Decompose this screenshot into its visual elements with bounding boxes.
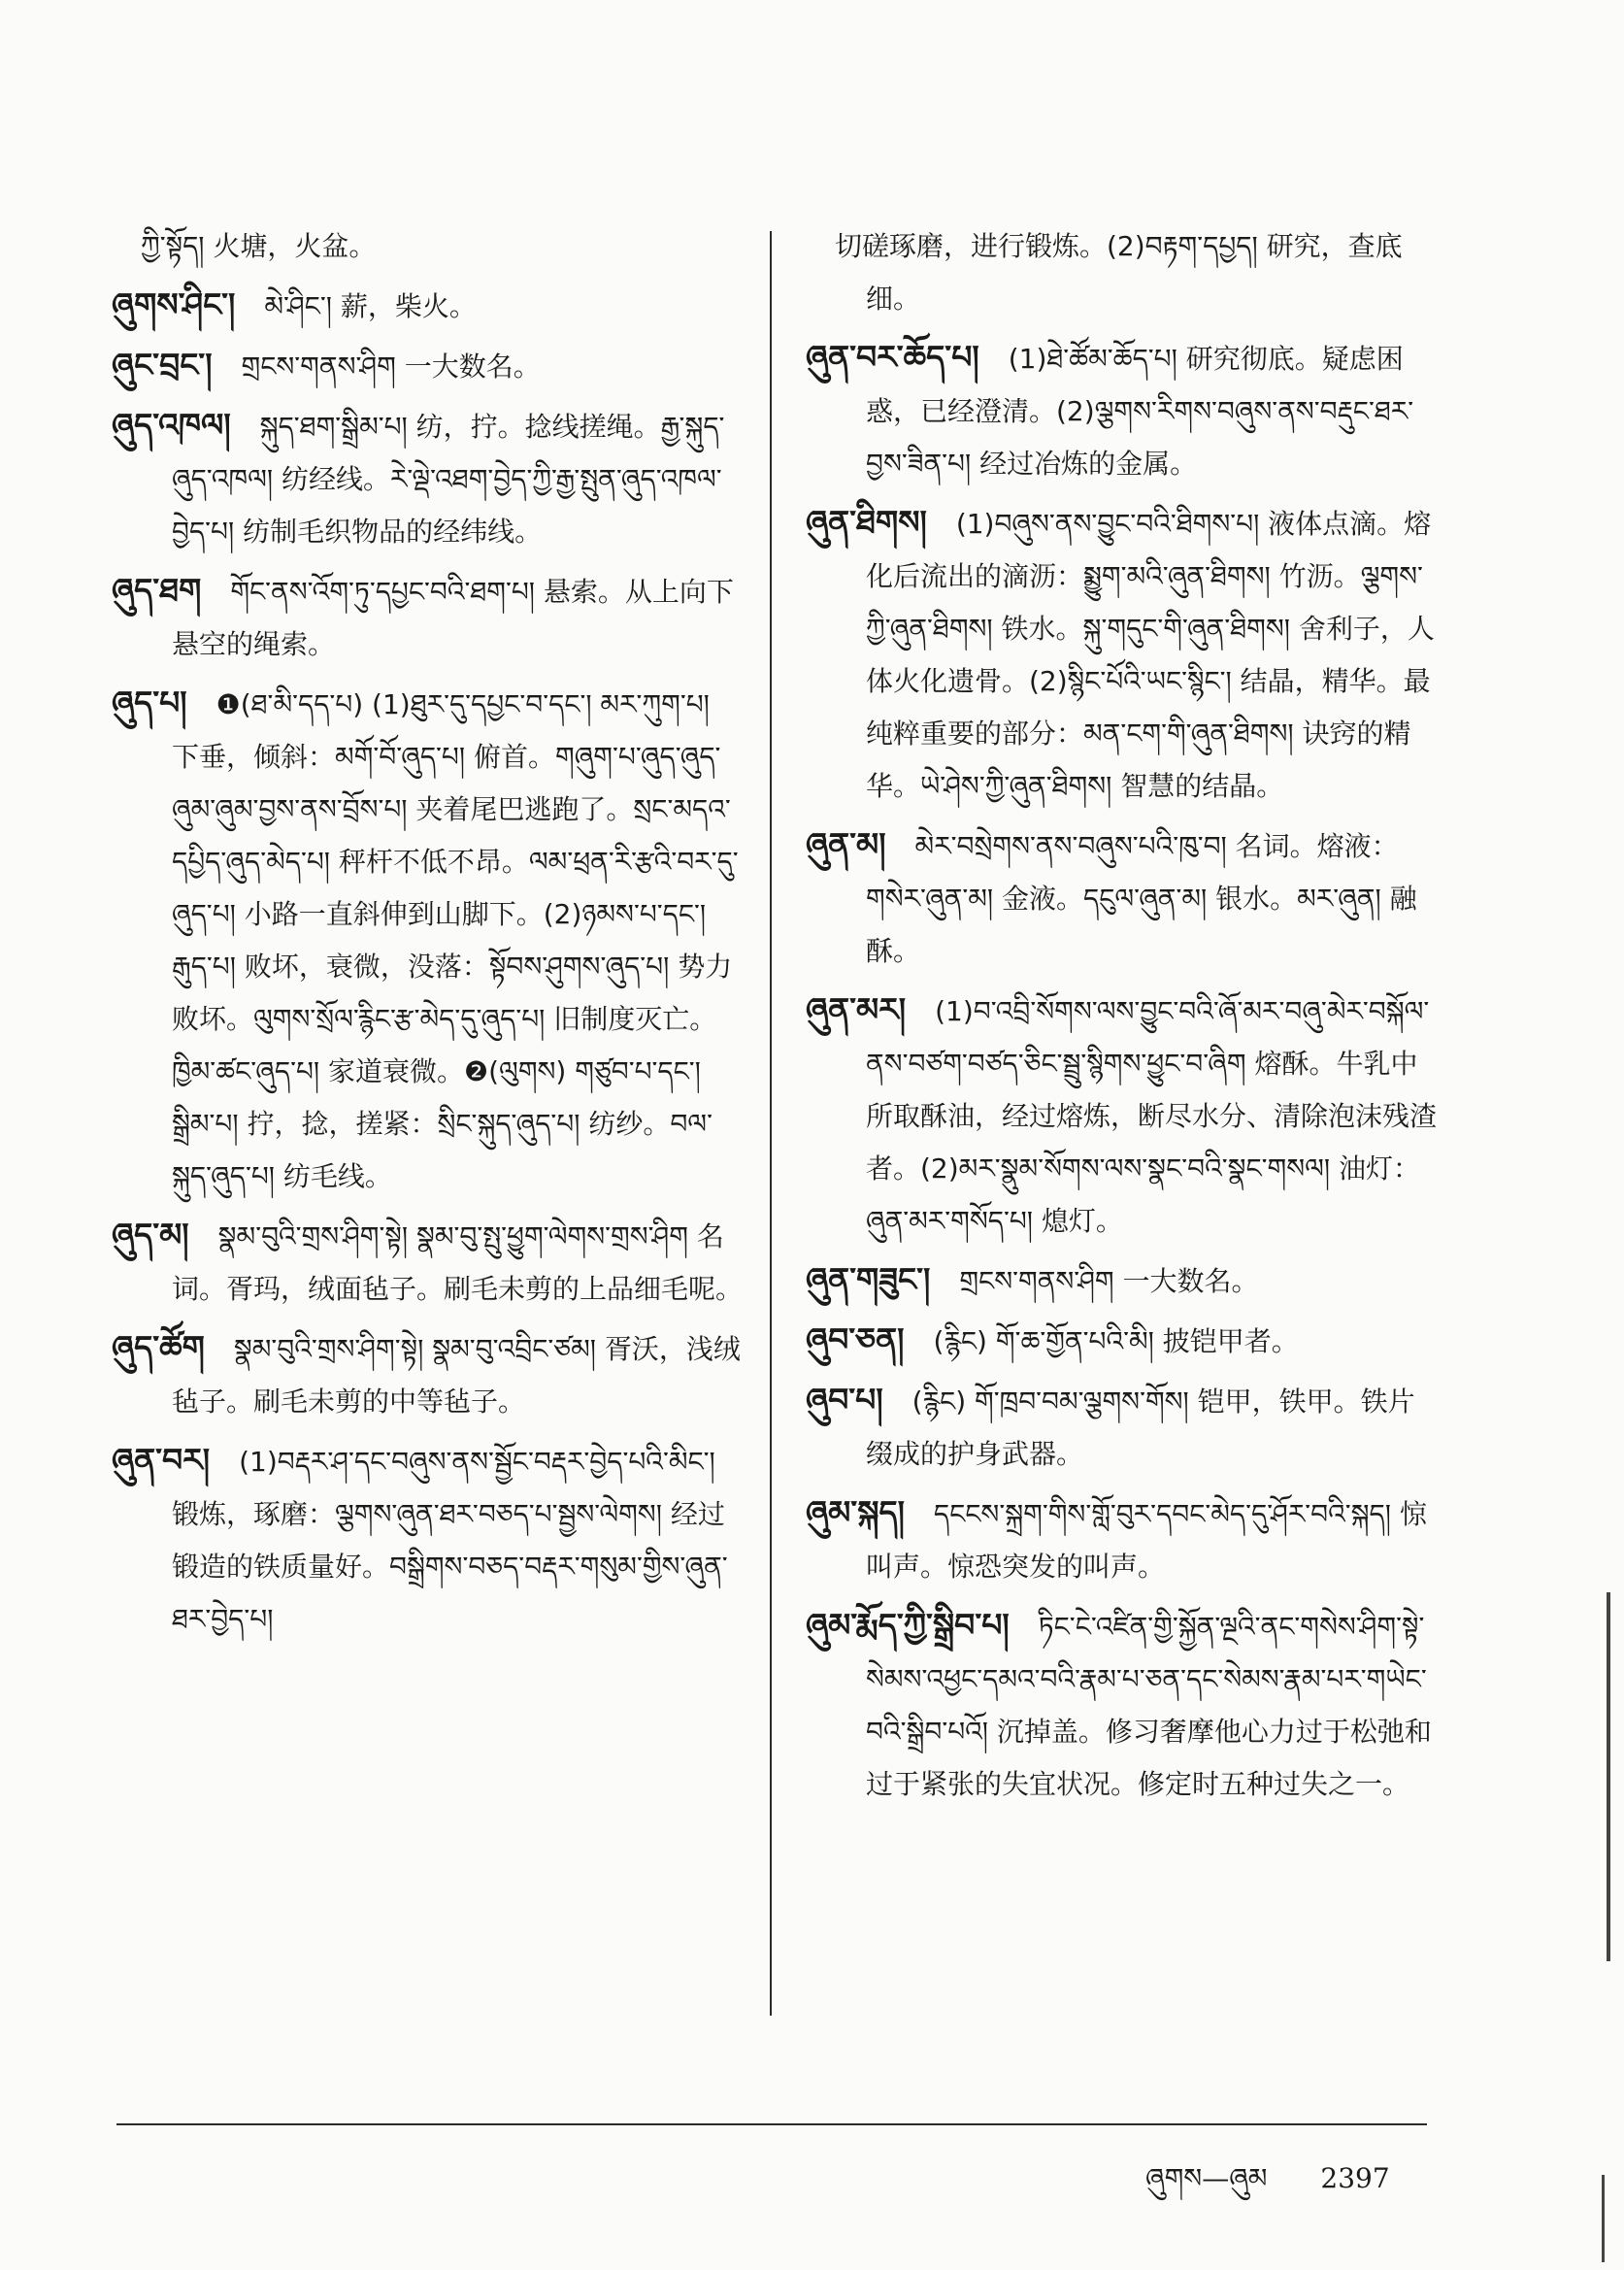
definition: སྐུད་ཐག་སྒྲིམ་པ། 纺，拧。捻线搓绳。རྒྱ་སྐུད་ཞུད་འཁལ། 纺经线。རེ་ལྡེ་འཐག་བྱེད་ཀྱི་རྒྱ་སྤུན་ཞུད་འཁལ་བྱེད་པ། 纺制毛织物品的经纬线。 xyxy=(172,411,725,548)
left-column xyxy=(112,218,743,1652)
entry xyxy=(112,218,743,273)
headword: ཞུན་མ། xyxy=(806,825,886,863)
right-column xyxy=(806,218,1437,1817)
entry xyxy=(806,1253,1437,1308)
entry xyxy=(806,1314,1437,1368)
entry xyxy=(112,1209,743,1316)
definition: 切磋琢磨，进行锻炼。(2)བརྟག་དཔྱད། 研究，查底细。 xyxy=(835,230,1403,315)
entry xyxy=(806,984,1437,1248)
definition: (1)ཐེ་ཚོམ་ཆོད་པ། 研究彻底。疑虑困惑，已经澄清。(2)ལྕགས་རིགས་བཞུས་ནས་བརྡུང་ཐར་བྱས་ཟིན་པ། 经过冶炼的金属。 xyxy=(866,343,1414,480)
entry xyxy=(806,496,1437,813)
headword: ཞུན་བར་ཆོད་པ། xyxy=(806,338,979,376)
entry xyxy=(806,218,1437,325)
definition: (རྙིང) གོ་ཁྲབ་བམ་ལྕགས་གོས། 铠甲，铁甲。铁片缀成的护身武器。 xyxy=(866,1385,1415,1470)
definition: ཀྱི་སྟོད། 火塘，火盆。 xyxy=(141,230,377,262)
entry xyxy=(806,1486,1437,1593)
entry xyxy=(112,564,743,671)
entry xyxy=(112,677,743,1203)
headword: ཞུད་པ། xyxy=(112,684,187,721)
definition: (རྙིང) གོ་ཆ་གྱོན་པའི་མི། 披铠甲者。 xyxy=(933,1325,1299,1357)
entry xyxy=(112,1321,743,1428)
entry xyxy=(806,331,1437,490)
entry xyxy=(806,1599,1437,1811)
entry xyxy=(112,1434,743,1646)
definition: གྲངས་གནས་ཤིག 一大数名。 xyxy=(241,351,541,383)
headword: ཞུབ་པ། xyxy=(806,1381,883,1419)
headword: ཞུད་མ། xyxy=(112,1216,189,1253)
entry xyxy=(806,818,1437,978)
definition: གྲངས་གནས་ཤིག 一大数名。 xyxy=(959,1265,1259,1297)
definition: དངངས་སྐྲག་གིས་གློ་བུར་དབང་མེད་དུ་ཤོར་བའི་སྐད། 惊叫声。惊恐突发的叫声。 xyxy=(866,1498,1427,1583)
definition: མེ་ཤིང་། 薪，柴火。 xyxy=(264,290,477,322)
footer-rule xyxy=(116,2123,1427,2125)
page-footer xyxy=(1145,2148,1390,2224)
entry xyxy=(112,399,743,558)
headword: ཞུན་གཟུང་། xyxy=(806,1260,931,1298)
entry xyxy=(806,1374,1437,1481)
page-number: 2397 xyxy=(1320,2162,1390,2194)
definition: སྣམ་བུའི་གྲས་ཤིག་སྟེ། སྣམ་བུ་འབྲིང་ཙམ། 胥沃，浅绒毡子。刷毛未剪的中等毡子。 xyxy=(172,1333,741,1418)
definition: (1)བ་འབྲི་སོགས་ལས་བྱུང་བའི་ཞོ་མར་བཞུ་མེར་བསྐོལ་ནས་བཙག་བཙད་ཅིང་སྦྲུ་སྙིགས་ཕྱུང་བ་ཞིག 熔酥。牛乳中所取酥油，经过熔炼，断尽水分、清除泡沫残渣者。(2)མར་སྣུམ་སོགས་ལས་སྣང་བའི་སྣང་གསལ། 油灯：ཞུན་མར་གསོད་པ། 熄灯。 xyxy=(866,995,1438,1237)
headword: ཞུད་འཁལ། xyxy=(112,406,231,444)
definition: (1)བཞུས་ནས་བྱུང་བའི་ཐིགས་པ། 液体点滴。熔化后流出的滴沥：སྨྱུག་མའི་ཞུན་ཐིགས། 竹沥。ལྕགས་ཀྱི་ཞུན་ཐིགས། 铁水。སྐུ་གདུང་གི་ཞུན་ཐིགས། 舍利子，人体火化遗骨。(2)སྙིང་པོའི་ཡང་སྙིང་། 结晶，精华。最纯粹重要的部分：མན་ངག་གི་ཞུན་ཐིགས། 诀窍的精华。ཡེ་ཤེས་ཀྱི་ཞུན་ཐིགས། 智慧的结晶。 xyxy=(866,508,1435,802)
headword: ཞུད་ཚོག xyxy=(112,1328,205,1366)
scan-edge-mark xyxy=(1602,2175,1605,2262)
headword: ཞུད་ཐག xyxy=(112,571,202,609)
headword: ཞུམ་སྐད། xyxy=(806,1493,905,1531)
definition: མེར་བསྲེགས་ནས་བཞུས་པའི་ཁུ་བ། 名词。熔液：གསེར་ཞུན་མ། 金液。དངུལ་ཞུན་མ། 银水。མར་ཞུན། 融酥。 xyxy=(866,830,1417,967)
definition: སྣམ་བུའི་གྲས་ཤིག་སྟེ། སྣམ་བུ་སྤུ་ཕྱུག་ལེགས་གྲས་ཤིག 名词。胥玛，绒面毡子。刷毛未剪的上品细毛呢。 xyxy=(172,1220,744,1305)
guide-words: ཞུགས—ཞུམ xyxy=(1145,2162,1268,2194)
headword: ཞུན་མར། xyxy=(806,990,907,1028)
headword: ཞུབ་ཅན། xyxy=(806,1320,905,1358)
definition: ཏིང་ངེ་འཛིན་གྱི་སྐྱོན་ལྔའི་ནང་གསེས་ཤིག་སྟེ་སེམས་འཕྱང་དམའ་བའི་རྣམ་པ་ཅན་དང་སེམས་རྣམ་པར་གཡེང་བའི་སྒྲིབ་པའོ། 沉掉盖。修习奢摩他心力过于松弛和过于紧张的失宜状况。修定时五种过失之一。 xyxy=(866,1611,1432,1800)
scan-edge-mark xyxy=(1607,1592,1610,1961)
column-divider xyxy=(770,231,772,2016)
headword: ཞུམ་རྨོད་ཀྱི་སྒྲིབ་པ། xyxy=(806,1606,1010,1644)
definition: (1)བརྡར་ཤ་དང་བཞུས་ནས་སྦྱོང་བརྡར་བྱེད་པའི་མིང་། 锻炼，琢磨：ལྕགས་ཞུན་ཐར་བཅད་པ་སྦྱས་ལེགས། 经过锻造的铁质量好。བསྒྲིགས་བཅད་བརྡར་གསུམ་གྱིས་ཞུན་ཐར་བྱེད་པ། xyxy=(172,1446,728,1635)
headword: ཞུགས་ཤིང་། xyxy=(112,285,236,323)
headword: ཞུན་ཐིགས། xyxy=(806,503,927,541)
definition: ❶(ཐ་མི་དད་པ) (1)ཐུར་དུ་དཔྱང་བ་དང་། མར་ཀུག་པ། 下垂，倾斜：མགོ་བོ་ཞུད་པ། 俯首。གཞུག་པ་ཞུད་ཞུད་ཞུམ་ཞུམ་བྱས་ནས་བྲོས་པ། 夹着尾巴逃跑了。སྲང་མདའ་དཔྱིད་ཞུད་མེད་པ། 秤杆不低不昂。ལམ་ཕྲན་རི་རྩའི་བར་དུ་ཞུད་པ། 小路一直斜伸到山脚下。(2)ཉམས་པ་དང་། རྒུད་པ། 败坏，衰微，没落：སྟོབས་ཤུགས་ཞུད་པ། 势力败坏。ལུགས་སྲོལ་རྙིང་རྩ་མེད་དུ་ཞུད་པ། 旧制度灭亡。ཁྱིམ་ཚང་ཞུད་པ། 家道衰微。❷(ལུགས) གཙུབ་པ་དང་། སྒྲིམ་པ། 拧，捻，搓紧：སྲིང་སྐུད་ཞུད་པ། 纺纱。བལ་སྐུད་ཞུད་པ། 纺毛线。 xyxy=(172,688,739,1192)
headword: ཞུང་བྲང་། xyxy=(112,346,213,384)
entry xyxy=(112,279,743,333)
definition: གོང་ནས་འོག་ཏུ་དཔྱང་བའི་ཐག་པ། 悬索。从上向下悬空的绳索。 xyxy=(172,576,734,660)
entry xyxy=(112,339,743,393)
headword: ཞུན་བར། xyxy=(112,1441,211,1479)
